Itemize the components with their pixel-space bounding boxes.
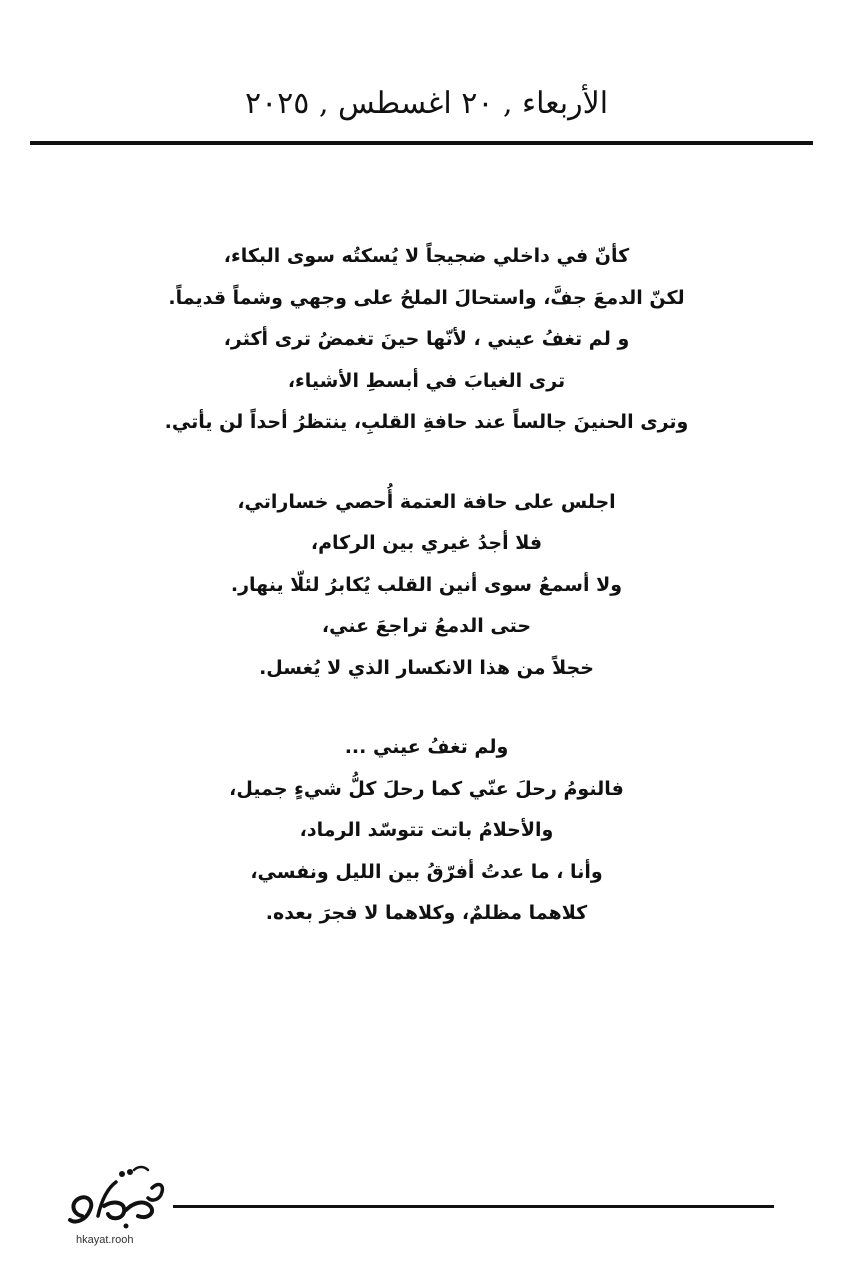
poem-line: وأنا ، ما عدتُ أفرّقُ بين الليل ونفسي، <box>250 860 603 883</box>
poem-line: ولا أسمعُ سوى أنين القلب يُكابرُ لئلّا ينهار. <box>230 573 623 596</box>
poem-line: حتى الدمعُ تراجعَ عني، <box>321 615 532 637</box>
account-handle: hkayat.rooh <box>76 1234 134 1246</box>
poem <box>60 236 793 973</box>
poem-line: و لم تغفُ عيني ، لأنّها حينَ تغمضُ ترى أكثر، <box>223 328 630 350</box>
poem-line: ترى الغيابَ في أبسطِ الأشياء، <box>287 369 566 392</box>
poem-line: والأحلامُ باتت تتوسّد الرماد، <box>299 819 554 841</box>
stanza <box>60 236 793 444</box>
stanza <box>60 482 793 690</box>
poem-line: فالنومُ رحلَ عنّي كما رحلَ كلُّ شيءٍ جميل، <box>229 777 624 800</box>
footer-divider <box>173 1205 774 1208</box>
calligraphy-logo-icon <box>64 1158 174 1236</box>
poem-line: لكنّ الدمعَ جفَّ، واستحالَ الملحُ على وجهي وشماً قديماً. <box>168 286 685 309</box>
poem-line: ولم تغفُ عيني ... <box>344 736 509 758</box>
header-divider <box>30 141 813 145</box>
poem-line: اجلس على حافة العتمة أُحصي خساراتي، <box>237 490 616 513</box>
poem-line: وترى الحنينَ جالساً عند حافةِ القلبِ، ينتظرُ أحداً لن يأتي. <box>164 411 689 433</box>
poem-line: كلاهما مظلمٌ، وكلاهما لا فجرَ بعده. <box>265 902 588 924</box>
poem-line: كأنّ في داخلي ضجيجاً لا يُسكتُه سوى البكاء، <box>223 245 630 267</box>
date-header: الأربعاء , ٢٠ اغسطس , ٢٠٢٥ <box>244 86 609 121</box>
poem-line: خجلاً من هذا الانكسار الذي لا يُغسل. <box>259 656 594 679</box>
poem-line: فلا أجدُ غيري بين الركام، <box>310 532 543 554</box>
stanza <box>60 727 793 935</box>
